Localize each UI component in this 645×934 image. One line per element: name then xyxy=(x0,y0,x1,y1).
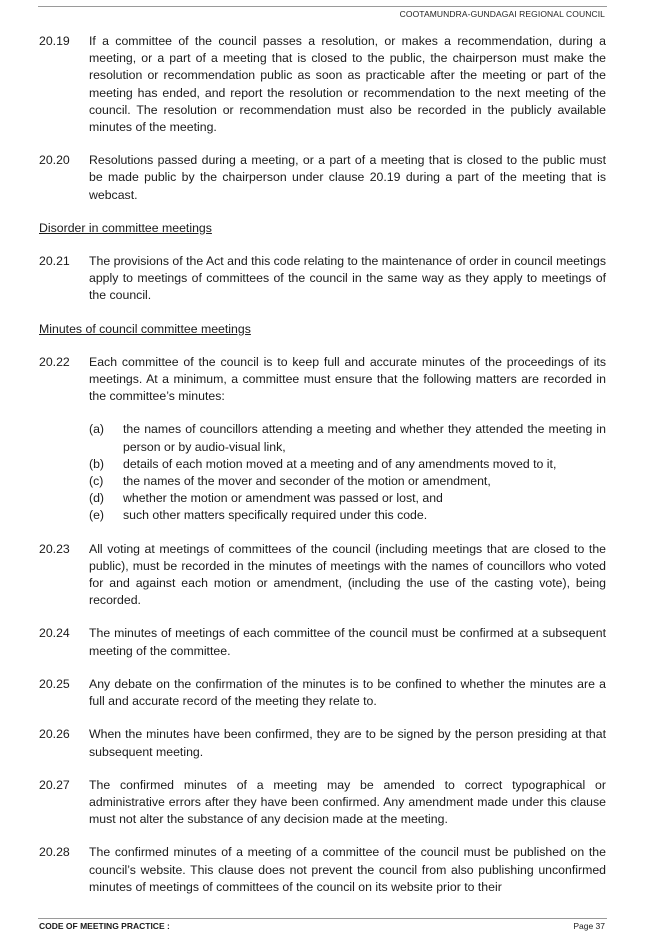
clause-number: 20.19 xyxy=(39,34,70,48)
clause-text: All voting at meetings of committees of the council (including meetings that are closed to the public), must be recorded in the minutes of meetings with the names of councillors who voted for and against each motion or amendment, (including the use of the casting vote), being recorded. xyxy=(89,541,606,608)
item-text: such other matters specifically required under this code. xyxy=(123,508,428,523)
page-number: Page 37 xyxy=(573,921,605,931)
clause-20-24 xyxy=(39,625,606,659)
clause-20-26 xyxy=(39,726,606,760)
clause-number: 20.26 xyxy=(39,727,70,742)
item-text: the names of councillors attending a meeting and whether they attended the meeting in person or by audio-visual link, xyxy=(123,422,606,454)
list-item xyxy=(89,456,606,473)
clause-number: 20.28 xyxy=(39,845,70,860)
item-label: (a) xyxy=(89,422,105,437)
document-body xyxy=(39,33,606,912)
clause-body xyxy=(89,354,606,525)
clause-number: 20.27 xyxy=(39,777,70,792)
clause-20-22 xyxy=(39,354,606,525)
clause-text: Resolutions passed during a meeting, or a part of a meeting that is closed to the public must be made public by the chairperson under clause 20.19 during a part of the meeting that is webcast. xyxy=(89,153,606,202)
clause-text: The confirmed minutes of a meeting of a committee of the council must be published on the council’s website. This clause does not prevent the council from also publishing unconfirmed minutes of meetings of committees of the council on its website prior to their xyxy=(89,845,606,894)
item-text: the names of the mover and seconder of the motion or amendment, xyxy=(123,474,491,489)
clause-number: 20.24 xyxy=(39,626,70,641)
item-label: (e) xyxy=(89,508,105,523)
clause-text: The provisions of the Act and this code relating to the maintenance of order in council meetings apply to meetings of committees of the council in the same way as they apply to meetings of the council. xyxy=(89,254,606,303)
clause-number: 20.20 xyxy=(39,153,70,168)
clause-20-25 xyxy=(39,676,606,710)
heading-disorder: Disorder in committee meetings xyxy=(39,220,212,235)
clause-number: 20.25 xyxy=(39,676,70,691)
clause-text: When the minutes have been confirmed, they are to be signed by the person presiding at that subsequent meeting. xyxy=(89,727,606,759)
clause-20-27 xyxy=(39,777,606,829)
clause-text: Any debate on the confirmation of the minutes is to be confined to whether the minutes are a full and accurate record of the meeting they relate to. xyxy=(89,676,606,709)
clause-number: 20.22 xyxy=(39,354,70,369)
heading-minutes: Minutes of council committee meetings xyxy=(39,321,251,336)
item-text: details of each motion moved at a meeting and of any amendments moved to it, xyxy=(123,456,557,471)
item-label: (c) xyxy=(89,474,104,489)
clause-text: The minutes of meetings of each committee of the council must be confirmed at a subsequent meeting of the committee. xyxy=(89,626,606,658)
clause-20-28 xyxy=(39,844,606,896)
clause-20-23 xyxy=(39,541,606,610)
item-text: whether the motion or amendment was passed or lost, and xyxy=(123,491,443,506)
clause-text: The confirmed minutes of a meeting may be amended to correct typographical or administrative errors after they have been confirmed. Any amendment made under this clause must not alter the substance of any decision made at the meeting. xyxy=(89,777,606,827)
list-item xyxy=(89,490,606,507)
clause-number: 20.21 xyxy=(39,254,70,269)
header-rule xyxy=(38,6,607,7)
list-item xyxy=(89,507,606,524)
clause-20-21 xyxy=(39,253,606,305)
clause-20-19 xyxy=(39,33,606,136)
minutes-items-list xyxy=(89,421,606,524)
footer-rule xyxy=(38,918,607,919)
list-item xyxy=(89,473,606,490)
item-label: (d) xyxy=(89,491,105,506)
clause-text: Each committee of the council is to keep full and accurate minutes of the proceedings of its meetings. At a minimum, a committee must ensure that the following matters are recorded in the committee’s minutes: xyxy=(89,354,606,404)
footer-title: CODE OF MEETING PRACTICE : xyxy=(39,921,170,931)
list-item xyxy=(89,421,606,455)
clause-text: If a committee of the council passes a resolution, or makes a recommendation, during a meeting, or a part of a meeting that is closed to the public, the chairperson must make the resolution or recommendation public as soon as practicable after the meeting or part of the meeting has ended, and report the resolution or recommendation to the next meeting of the council. The resolution or recommendation must also be recorded in the publicly available minutes of the meeting. xyxy=(89,34,606,135)
item-label: (b) xyxy=(89,456,105,471)
header-title: COOTAMUNDRA-GUNDAGAI REGIONAL COUNCIL xyxy=(399,9,605,19)
clause-number: 20.23 xyxy=(39,541,70,556)
clause-20-20 xyxy=(39,152,606,204)
